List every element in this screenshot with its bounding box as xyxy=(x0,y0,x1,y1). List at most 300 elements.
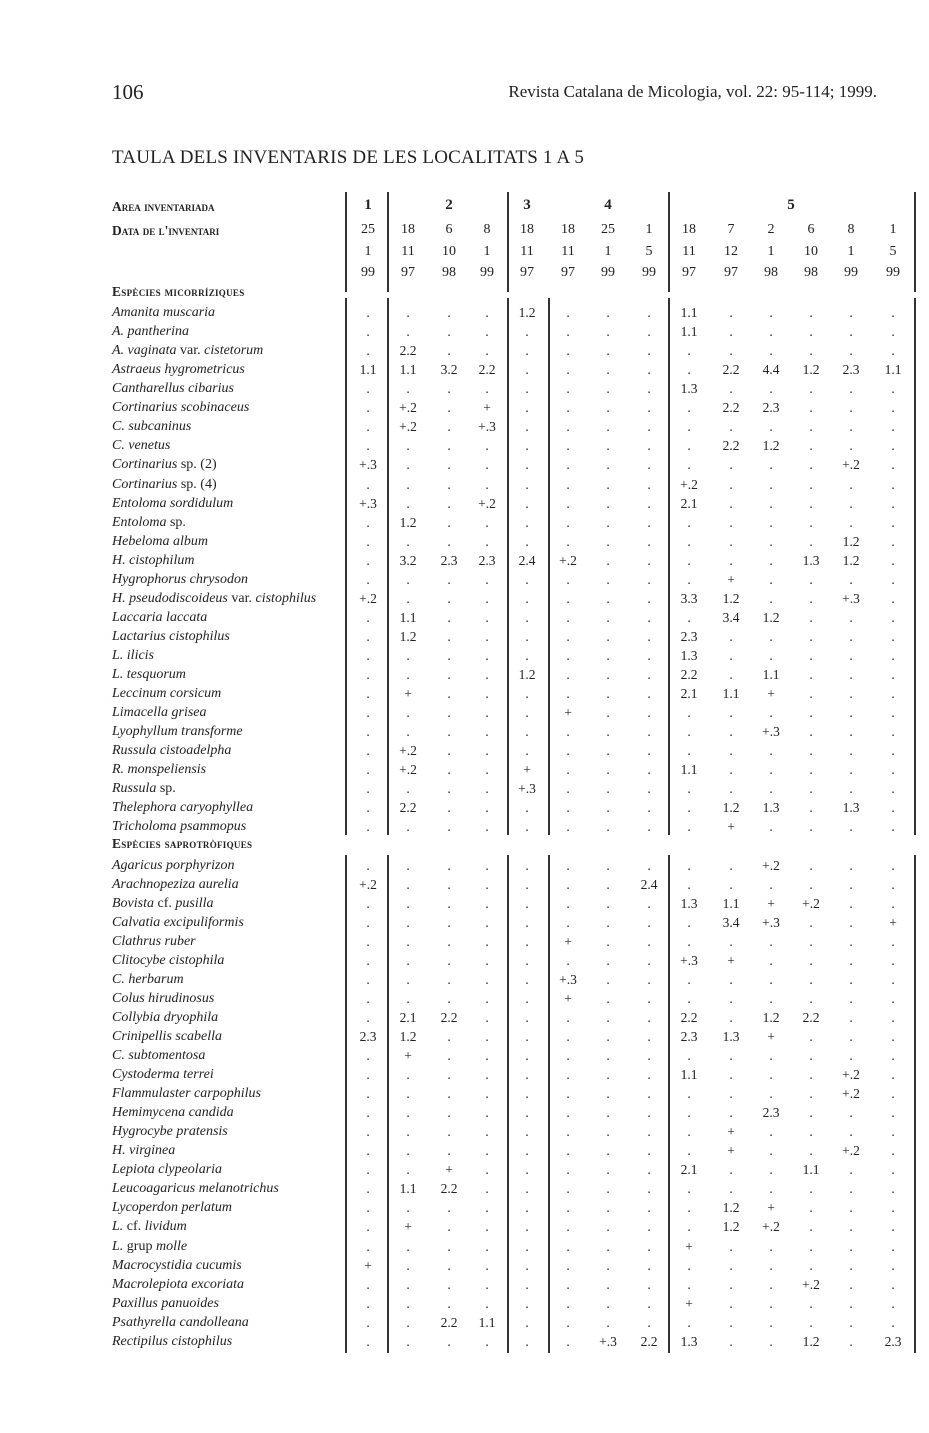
abundance-cell: . xyxy=(729,1067,733,1083)
abundance-cell: . xyxy=(809,1048,813,1063)
abundance-cell: . xyxy=(849,1162,853,1178)
abundance-cell: . xyxy=(606,419,610,435)
abundance-cell: . xyxy=(647,1219,651,1235)
date-month: 11 xyxy=(682,244,696,259)
species-name-part: Hemimycena candida xyxy=(112,1105,234,1121)
species-qualifier: var. xyxy=(227,590,256,606)
abundance-cell: . xyxy=(566,1314,570,1330)
abundance-cell: . xyxy=(566,324,570,340)
abundance-cell: . xyxy=(647,1028,651,1044)
abundance-cell: . xyxy=(406,667,410,682)
abundance-cell: . xyxy=(687,705,691,721)
abundance-cell: . xyxy=(366,857,370,873)
abundance-cell: . xyxy=(687,933,691,949)
abundance-cell: . xyxy=(606,438,610,454)
abundance-cell: . xyxy=(769,343,773,359)
table-row xyxy=(0,741,929,760)
abundance-cell: . xyxy=(849,686,853,702)
abundance-cell: . xyxy=(525,1276,529,1292)
abundance-cell: . xyxy=(647,1238,651,1254)
abundance-cell: . xyxy=(525,495,529,511)
abundance-cell: . xyxy=(606,1238,610,1254)
abundance-cell: . xyxy=(366,667,370,682)
abundance-cell: . xyxy=(809,971,813,987)
abundance-cell: . xyxy=(485,743,489,759)
abundance-cell: . xyxy=(647,514,651,530)
abundance-cell: 3.3 xyxy=(680,590,698,606)
abundance-cell: 1.3 xyxy=(680,647,698,663)
species-name xyxy=(112,551,194,570)
abundance-cell: . xyxy=(849,1314,853,1330)
abundance-cell: . xyxy=(366,971,370,987)
abundance-cell: . xyxy=(525,1105,529,1121)
abundance-cell: . xyxy=(891,705,895,721)
species-name-part: Russula xyxy=(112,781,157,797)
abundance-cell: . xyxy=(769,457,773,473)
abundance-cell: . xyxy=(729,990,733,1006)
abundance-cell: . xyxy=(809,419,813,435)
species-name-part: Leccinum corsicum xyxy=(112,686,222,702)
abundance-cell: . xyxy=(687,1143,691,1159)
column-divider xyxy=(668,855,670,1353)
abundance-cell: . xyxy=(849,647,853,663)
abundance-cell: . xyxy=(891,1181,895,1197)
abundance-cell: . xyxy=(606,495,610,511)
species-name-part: Psathyrella candolleana xyxy=(112,1314,249,1330)
abundance-cell: 2.1 xyxy=(399,1009,417,1025)
abundance-cell: . xyxy=(566,895,570,911)
species-name-part: Clathrus ruber xyxy=(112,933,196,949)
abundance-cell: . xyxy=(447,1333,451,1349)
abundance-cell: . xyxy=(406,476,410,492)
abundance-cell: 2.2 xyxy=(722,400,740,416)
abundance-cell: 2.4 xyxy=(518,552,536,568)
abundance-cell: . xyxy=(566,438,570,454)
abundance-cell: . xyxy=(647,533,651,549)
abundance-cell: . xyxy=(687,990,691,1006)
abundance-cell: . xyxy=(647,1124,651,1140)
species-name xyxy=(112,1046,205,1065)
abundance-cell: +.2 xyxy=(802,1276,820,1292)
abundance-cell: . xyxy=(647,343,651,359)
abundance-cell: . xyxy=(849,933,853,949)
abundance-cell: . xyxy=(406,1238,410,1254)
species-name xyxy=(112,417,191,436)
abundance-cell: . xyxy=(891,647,895,663)
abundance-cell: . xyxy=(769,533,773,549)
species-name-part: L. xyxy=(112,1238,124,1254)
abundance-cell: . xyxy=(606,724,610,740)
abundance-cell: . xyxy=(769,514,773,530)
abundance-cell: . xyxy=(566,952,570,968)
abundance-cell: 2.3 xyxy=(680,628,698,644)
page-number: 106 xyxy=(112,80,144,104)
abundance-cell: . xyxy=(566,743,570,759)
abundance-cell: . xyxy=(606,609,610,625)
abundance-cell: . xyxy=(366,819,370,835)
abundance-cell: . xyxy=(606,895,610,911)
abundance-cell: . xyxy=(849,667,853,682)
abundance-cell: . xyxy=(525,857,529,873)
abundance-cell: . xyxy=(447,1200,451,1216)
abundance-cell: . xyxy=(525,1009,529,1025)
abundance-cell: . xyxy=(406,876,410,892)
abundance-cell: . xyxy=(809,1124,813,1140)
abundance-cell: +.2 xyxy=(680,476,698,492)
abundance-cell: . xyxy=(647,1181,651,1197)
abundance-cell: . xyxy=(729,476,733,492)
abundance-cell: 1.2 xyxy=(722,590,740,606)
abundance-cell: . xyxy=(729,305,733,321)
table-row xyxy=(0,379,929,398)
area-label: Area inventariada xyxy=(112,199,215,214)
date-month: 11 xyxy=(401,244,415,259)
abundance-cell: . xyxy=(525,400,529,416)
abundance-cell: . xyxy=(849,1333,853,1349)
abundance-cell: . xyxy=(849,819,853,835)
abundance-cell: . xyxy=(485,781,489,797)
abundance-cell: . xyxy=(525,1124,529,1140)
species-name-part: Cantharellus cibarius xyxy=(112,381,234,397)
abundance-cell: . xyxy=(809,876,813,892)
abundance-cell: 2.2 xyxy=(440,1314,458,1330)
abundance-cell: . xyxy=(366,1124,370,1140)
abundance-cell: . xyxy=(566,914,570,930)
abundance-cell: . xyxy=(485,1009,489,1025)
species-name-part: Lactarius cistophilus xyxy=(112,628,230,644)
date-year: 97 xyxy=(561,265,575,280)
abundance-cell: . xyxy=(606,1067,610,1083)
species-name xyxy=(112,1160,222,1179)
abundance-cell: . xyxy=(406,1276,410,1292)
abundance-cell: . xyxy=(849,514,853,530)
abundance-cell: . xyxy=(485,800,489,816)
abundance-cell: . xyxy=(729,724,733,740)
abundance-cell: . xyxy=(447,609,451,625)
abundance-cell: . xyxy=(647,914,651,930)
abundance-cell: 1.2 xyxy=(762,1009,780,1025)
abundance-cell: . xyxy=(606,400,610,416)
abundance-cell: . xyxy=(891,1200,895,1216)
abundance-cell: 1.1 xyxy=(680,324,698,340)
abundance-cell: . xyxy=(729,876,733,892)
date-year: 99 xyxy=(886,265,900,280)
abundance-cell: 1.2 xyxy=(802,362,820,378)
abundance-cell: . xyxy=(566,343,570,359)
species-qualifier: sp. (4) xyxy=(177,476,217,492)
column-divider xyxy=(548,298,550,835)
abundance-cell: 1.1 xyxy=(399,609,417,625)
abundance-cell: . xyxy=(606,1143,610,1159)
table-row xyxy=(0,532,929,551)
abundance-cell: . xyxy=(485,1219,489,1235)
abundance-cell: . xyxy=(849,1238,853,1254)
species-name xyxy=(112,1275,244,1294)
abundance-cell: . xyxy=(729,647,733,663)
species-name-part: L. xyxy=(112,1219,124,1235)
abundance-cell: . xyxy=(406,990,410,1006)
abundance-cell: . xyxy=(769,933,773,949)
abundance-cell: . xyxy=(769,952,773,968)
abundance-cell: +.2 xyxy=(762,1219,780,1235)
abundance-cell: . xyxy=(729,762,733,778)
abundance-cell: . xyxy=(891,514,895,530)
abundance-cell: . xyxy=(687,1048,691,1063)
column-divider xyxy=(668,298,670,835)
abundance-cell: . xyxy=(809,1200,813,1216)
abundance-cell: . xyxy=(366,724,370,740)
abundance-cell: . xyxy=(366,705,370,721)
abundance-cell: . xyxy=(406,495,410,511)
abundance-cell: 4.4 xyxy=(762,362,780,378)
abundance-cell: . xyxy=(366,952,370,968)
abundance-cell: . xyxy=(849,495,853,511)
abundance-cell: +.2 xyxy=(399,743,417,759)
abundance-cell: 2.1 xyxy=(680,495,698,511)
abundance-cell: . xyxy=(809,667,813,682)
abundance-cell: . xyxy=(849,324,853,340)
abundance-cell: + xyxy=(767,1028,775,1044)
abundance-cell: . xyxy=(566,1067,570,1083)
abundance-cell: . xyxy=(849,1048,853,1063)
abundance-cell: . xyxy=(606,1162,610,1178)
abundance-cell: . xyxy=(606,857,610,873)
abundance-cell: . xyxy=(525,1257,529,1273)
abundance-cell: . xyxy=(809,819,813,835)
species-qualifier: cf. xyxy=(123,1219,145,1235)
date-day: 18 xyxy=(561,222,575,237)
abundance-cell: 1.2 xyxy=(762,438,780,454)
date-year: 98 xyxy=(804,265,818,280)
abundance-cell: 1.1 xyxy=(399,1181,417,1197)
abundance-cell: . xyxy=(366,343,370,359)
table-row xyxy=(0,646,929,665)
abundance-cell: 2.2 xyxy=(722,362,740,378)
abundance-cell: . xyxy=(447,590,451,606)
date-year: 97 xyxy=(520,265,534,280)
abundance-cell: . xyxy=(485,933,489,949)
abundance-cell: . xyxy=(606,933,610,949)
abundance-cell: . xyxy=(687,400,691,416)
abundance-cell: . xyxy=(809,476,813,492)
abundance-cell: + xyxy=(889,914,897,930)
table-row xyxy=(0,875,929,894)
abundance-cell: . xyxy=(447,571,451,587)
abundance-cell: 2.2 xyxy=(399,800,417,816)
abundance-cell: . xyxy=(809,609,813,625)
abundance-cell: . xyxy=(647,362,651,378)
abundance-cell: . xyxy=(366,514,370,530)
abundance-cell: . xyxy=(891,1295,895,1311)
abundance-cell: . xyxy=(647,705,651,721)
abundance-cell: . xyxy=(809,1028,813,1044)
abundance-cell: 1.3 xyxy=(722,1028,740,1044)
abundance-cell: 1.1 xyxy=(884,362,902,378)
abundance-cell: . xyxy=(447,686,451,702)
abundance-cell: . xyxy=(647,457,651,473)
abundance-cell: . xyxy=(525,609,529,625)
abundance-cell: 3.2 xyxy=(399,552,417,568)
abundance-cell: . xyxy=(606,571,610,587)
locality-number: 1 xyxy=(364,197,372,213)
abundance-cell: . xyxy=(891,571,895,587)
abundance-cell: + xyxy=(404,1048,412,1063)
abundance-cell: . xyxy=(647,895,651,911)
abundance-cell: . xyxy=(566,1105,570,1121)
abundance-cell: . xyxy=(406,438,410,454)
abundance-cell: . xyxy=(447,1238,451,1254)
abundance-cell: +.3 xyxy=(842,590,860,606)
abundance-cell: . xyxy=(485,324,489,340)
abundance-cell: . xyxy=(485,1257,489,1273)
abundance-cell: . xyxy=(647,324,651,340)
abundance-cell: . xyxy=(566,1162,570,1178)
abundance-cell: . xyxy=(849,895,853,911)
abundance-cell: . xyxy=(687,724,691,740)
abundance-cell: . xyxy=(687,609,691,625)
abundance-cell: . xyxy=(525,590,529,606)
abundance-cell: 2.2 xyxy=(640,1333,658,1349)
abundance-cell: . xyxy=(606,647,610,663)
species-name xyxy=(112,817,246,836)
table-row xyxy=(0,989,929,1008)
species-name-part: Hygrophorus chrysodon xyxy=(112,571,248,587)
species-name xyxy=(112,379,234,398)
abundance-cell: 2.2 xyxy=(722,438,740,454)
abundance-cell: . xyxy=(566,1143,570,1159)
abundance-cell: . xyxy=(849,876,853,892)
abundance-cell: . xyxy=(366,1314,370,1330)
species-name-part: R. monspeliensis xyxy=(112,762,207,778)
species-name-part: Calvatia excipuliformis xyxy=(112,914,244,930)
abundance-cell: . xyxy=(769,1048,773,1063)
species-name xyxy=(112,913,244,932)
abundance-cell: . xyxy=(447,400,451,416)
abundance-cell: + xyxy=(564,990,572,1006)
abundance-cell: . xyxy=(606,590,610,606)
species-name xyxy=(112,1198,232,1217)
abundance-cell: . xyxy=(447,1048,451,1063)
abundance-cell: +.2 xyxy=(842,1067,860,1083)
abundance-cell: . xyxy=(647,552,651,568)
abundance-cell: . xyxy=(566,400,570,416)
abundance-cell: . xyxy=(366,1276,370,1292)
abundance-cell: . xyxy=(849,952,853,968)
abundance-cell: . xyxy=(566,571,570,587)
abundance-cell: . xyxy=(447,762,451,778)
abundance-cell: . xyxy=(769,1067,773,1083)
abundance-cell: . xyxy=(647,1257,651,1273)
table-row xyxy=(0,1332,929,1351)
abundance-cell: . xyxy=(809,1105,813,1121)
abundance-cell: . xyxy=(566,628,570,644)
species-name xyxy=(112,1217,187,1236)
table-row xyxy=(0,1008,929,1027)
abundance-cell: . xyxy=(606,381,610,397)
abundance-cell: . xyxy=(566,1238,570,1254)
abundance-cell: . xyxy=(849,419,853,435)
table-row xyxy=(0,1160,929,1179)
abundance-cell: . xyxy=(447,914,451,930)
abundance-cell: + xyxy=(445,1162,453,1178)
abundance-cell: . xyxy=(447,781,451,797)
table-row xyxy=(0,1046,929,1065)
table-row xyxy=(0,455,929,474)
abundance-cell: . xyxy=(366,1219,370,1235)
abundance-cell: . xyxy=(406,895,410,911)
abundance-cell: . xyxy=(485,628,489,644)
abundance-cell: 2.3 xyxy=(478,552,496,568)
abundance-cell: + xyxy=(564,933,572,949)
abundance-cell: . xyxy=(809,781,813,797)
column-divider xyxy=(345,192,347,292)
table-row xyxy=(0,684,929,703)
abundance-cell: . xyxy=(647,781,651,797)
abundance-cell: . xyxy=(729,324,733,340)
locality-number: 4 xyxy=(604,197,612,213)
abundance-cell: . xyxy=(525,1238,529,1254)
abundance-cell: . xyxy=(485,609,489,625)
abundance-cell: . xyxy=(647,743,651,759)
table-row xyxy=(0,1122,929,1141)
abundance-cell: . xyxy=(606,800,610,816)
species-name xyxy=(112,970,184,989)
abundance-cell: . xyxy=(485,667,489,682)
column-divider xyxy=(914,192,916,292)
abundance-cell: . xyxy=(525,914,529,930)
date-day: 18 xyxy=(520,222,534,237)
abundance-cell: . xyxy=(687,343,691,359)
abundance-cell: 2.3 xyxy=(842,362,860,378)
abundance-cell: +.2 xyxy=(842,1143,860,1159)
abundance-cell: . xyxy=(406,1105,410,1121)
species-name-part: H. pseudodiscoideus xyxy=(112,590,228,606)
species-name-part: Macrocystidia cucumis xyxy=(112,1257,242,1273)
abundance-cell: . xyxy=(525,571,529,587)
date-day: 25 xyxy=(361,222,375,237)
abundance-cell: . xyxy=(849,1257,853,1273)
abundance-cell: . xyxy=(687,819,691,835)
abundance-cell: +.3 xyxy=(680,952,698,968)
date-month: 1 xyxy=(364,244,372,259)
abundance-cell: . xyxy=(525,476,529,492)
abundance-cell: . xyxy=(485,876,489,892)
abundance-cell: . xyxy=(687,552,691,568)
table-row xyxy=(0,551,929,570)
species-name-part: Lyophyllum transforme xyxy=(112,724,243,740)
abundance-cell: . xyxy=(687,1105,691,1121)
abundance-cell: . xyxy=(729,628,733,644)
abundance-cell: . xyxy=(647,400,651,416)
abundance-cell: . xyxy=(485,1238,489,1254)
abundance-cell: . xyxy=(485,1333,489,1349)
abundance-cell: . xyxy=(687,533,691,549)
species-name xyxy=(112,1084,261,1103)
species-qualifier: cf. xyxy=(154,895,176,911)
abundance-cell: . xyxy=(485,1276,489,1292)
abundance-cell: +.3 xyxy=(478,419,496,435)
abundance-cell: . xyxy=(729,1333,733,1349)
species-name-part: molle xyxy=(155,1238,188,1254)
abundance-cell: 2.2 xyxy=(680,667,698,682)
abundance-cell: . xyxy=(566,495,570,511)
abundance-cell: . xyxy=(891,419,895,435)
abundance-cell: . xyxy=(485,533,489,549)
species-name xyxy=(112,1332,232,1351)
date-month: 10 xyxy=(442,244,456,259)
abundance-cell: . xyxy=(566,1333,570,1349)
abundance-cell: 2.3 xyxy=(762,400,780,416)
